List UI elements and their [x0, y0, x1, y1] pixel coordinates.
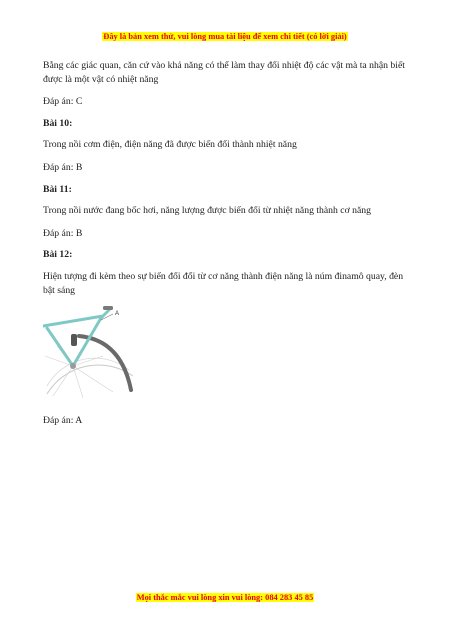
question-12-heading: Bài 12:	[43, 249, 73, 261]
figure-label: A	[115, 311, 120, 318]
question-10-heading: Bài 10:	[43, 117, 73, 129]
footer-banner-text: Mọi thắc mắc vui lòng xin vui lòng: 084 283 45 85	[136, 593, 314, 602]
header-banner	[0, 26, 450, 44]
header-banner-text: Đây là bản xem thử, vui lòng mua tài liệu để xem chi tiết (có lời giải)	[103, 32, 347, 41]
bicycle-dynamo-figure	[43, 306, 135, 400]
answer-9: Đáp án: C	[43, 96, 83, 108]
footer-banner	[0, 587, 450, 605]
answer-11: Đáp án: B	[43, 227, 83, 239]
answer-12: Đáp án: A	[43, 415, 83, 427]
intro-paragraph: Bằng các giác quan, căn cứ vào khả năng có thể làm thay đổi nhiệt độ các vật mà ta nhận biết được là một vật có nhiệt năng	[43, 60, 405, 85]
question-11-text: Trong nồi nước đang bốc hơi, năng lượng được biến đổi từ nhiệt năng thành cơ năng	[43, 205, 371, 217]
question-11-heading: Bài 11:	[43, 183, 72, 195]
question-10-text: Trong nồi cơm điện, điện năng đã được biến đổi thành nhiệt năng	[43, 139, 297, 151]
answer-10: Đáp án: B	[43, 161, 83, 173]
question-12-text: Hiện tượng đi kèm theo sự biến đổi đổi từ cơ năng thành điện năng là núm đinamô quay, đèn bật sáng	[43, 270, 404, 296]
dynamo-icon	[71, 334, 77, 346]
document-body	[43, 59, 408, 437]
